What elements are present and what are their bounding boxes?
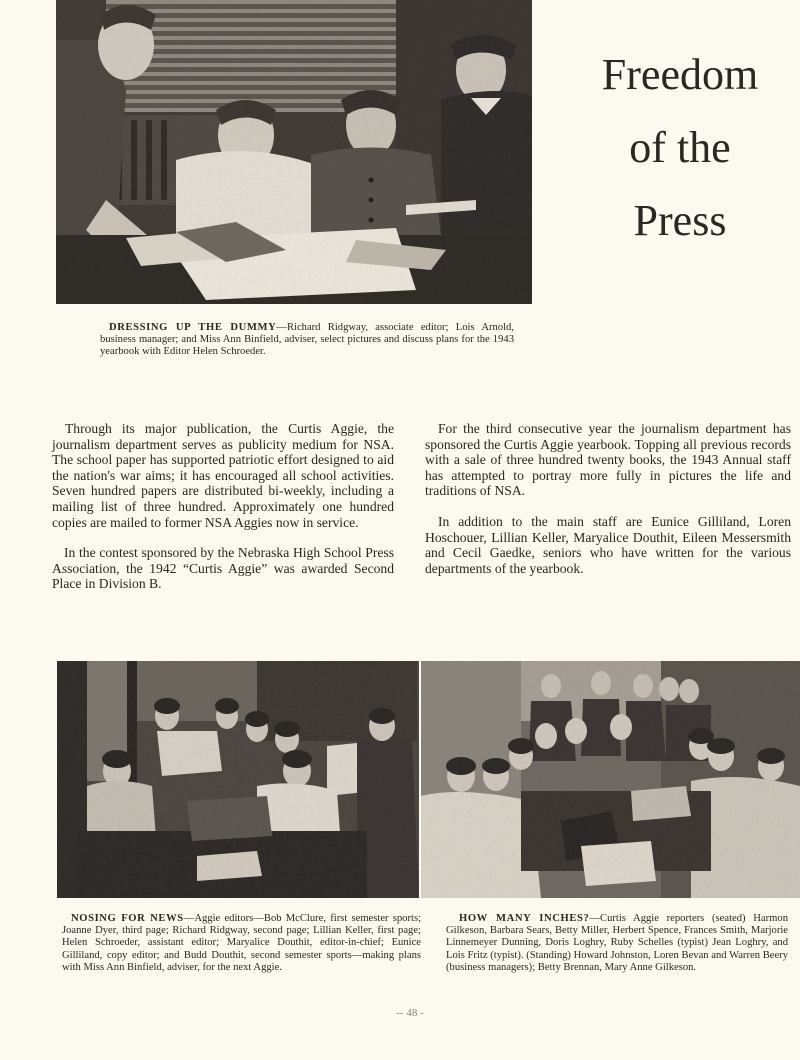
caption-bottom-right-photo	[446, 913, 788, 974]
photo-nosing-for-news	[57, 661, 419, 898]
title-line-2: of the	[629, 123, 731, 172]
caption-top-photo	[100, 322, 514, 359]
caption-lead: HOW MANY INCHES?	[459, 913, 590, 924]
photo-bottom-left-image	[57, 661, 419, 898]
photo-bottom-right-image	[421, 661, 800, 898]
caption-text: —Richard Ridgway, associate editor; Lois Arnold, business manager; and Miss Ann Binfield, adviser, select pictures and discuss plans for the 1943 yearbook with Editor Helen Schroeder.	[100, 322, 514, 358]
body-column-right	[425, 421, 791, 591]
caption-lead: NOSING FOR NEWS	[71, 913, 184, 924]
body-column-left	[52, 421, 394, 607]
title-line-3: Press	[633, 196, 727, 245]
photo-dressing-up-the-dummy	[56, 0, 532, 304]
photo-how-many-inches	[421, 661, 800, 898]
caption-bottom-left-photo	[62, 913, 421, 974]
paragraph-yearbook: For the third consecutive year the journalism department has sponsored the Curtis Aggie yearbook. Topping all previous records with a sale of three hundred twenty books, the 1943 Annual staff has attempted to portray more fully in pictures the life and traditions of NSA.	[425, 421, 791, 499]
paragraph-curtis-aggie-paper: Through its major publication, the Curtis Aggie, the journalism department serves as publicity medium for NSA. The school paper has supported patriotic effort designed to aid the nation's war aims; it has encouraged all school activities. Seven hundred papers are distributed bi-weekly, including a mailing list of three hundred. Approximately one hundred copies are mailed to former NSA Aggies now in service.	[52, 421, 394, 530]
page-number: -- 48 -	[396, 1007, 424, 1019]
title-line-1: Freedom	[601, 50, 759, 99]
caption-lead: DRESSING UP THE DUMMY	[109, 322, 277, 333]
caption-text: —Curtis Aggie reporters (seated) Harmon Gilkeson, Barbara Sears, Betty Miller, Herbert Spence, Frances Smith, Marjorie Linnemeyer Dunning, Doris Loghry, Ruby Schelles (typist) Jean Loghry, and Lois Fritz (typist). (Standing) Howard Johnston, Loren Bevan and Warren Beery (business managers); Betty Brennan, Mary Anne Gilkeson.	[446, 913, 788, 973]
paragraph-contest-award: In the contest sponsored by the Nebraska High School Press Association, the 1942 “Curtis Aggie” was awarded Second Place in Division B.	[52, 545, 394, 592]
page-title	[560, 38, 800, 257]
paragraph-additional-staff: In addition to the main staff are Eunice Gilliland, Loren Hoschouer, Lillian Keller, Maryalice Douthit, Eileen Messersmith and Cecil Gaedke, seniors who have written for the various departments of the yearbook.	[425, 513, 791, 576]
caption-text: —Aggie editors—Bob McClure, first semester sports; Joanne Dyer, third page; Richard Ridgway, second page; Lillian Keller, first page; Helen Schroeder, assistant editor; Maryalice Douthit, editor-in-chief; Eunice Gilliland, copy editor; and Budd Douthit, second semester sports—making plans with Miss Ann Binfield, adviser, for the next Aggie.	[62, 913, 422, 973]
photo-top-image	[56, 0, 532, 304]
